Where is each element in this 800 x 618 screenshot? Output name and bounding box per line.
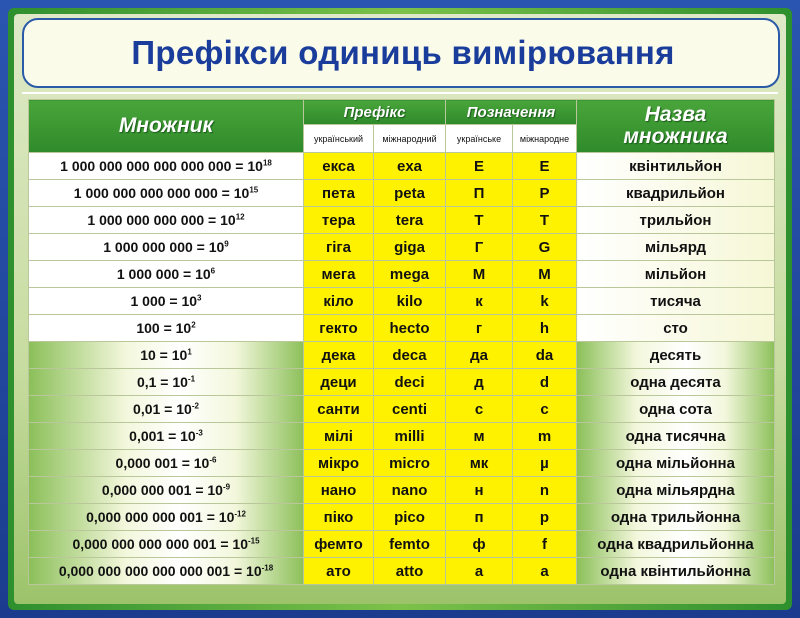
multiplier-value: 1 000 000 000 000 000 = 10 [73,185,250,201]
prefix-intl-cell: kilo [374,288,446,315]
symbol-intl-cell: p [513,504,577,531]
name-cell: одна трильйонна [577,504,775,531]
prefix-intl-cell: pico [374,504,446,531]
header-symbol-intl: міжнародне [513,125,577,153]
name-cell: тисяча [577,288,775,315]
table-row [29,423,775,450]
name-cell: мільйон [577,261,775,288]
prefix-intl-cell: peta [374,180,446,207]
symbol-ua-cell: н [446,477,513,504]
prefix-ua-cell: гекто [304,315,374,342]
symbol-intl-cell: a [513,558,577,585]
multiplier-exponent: 3 [197,293,202,303]
multiplier-value: 0,001 = 10 [129,428,196,444]
prefix-ua-cell: гіга [304,234,374,261]
multiplier-cell [29,369,304,396]
divider [22,92,778,94]
name-cell: одна квінтильйонна [577,558,775,585]
multiplier-exponent: 12 [235,212,245,222]
prefix-ua-cell: мега [304,261,374,288]
table-row [29,558,775,585]
multiplier-value: 0,1 = 10 [136,374,188,390]
prefix-ua-cell: деци [304,369,374,396]
table-row [29,315,775,342]
multiplier-cell [29,396,304,423]
multiplier-exponent: 9 [224,239,229,249]
multiplier-cell [29,477,304,504]
symbol-intl-cell: m [513,423,577,450]
prefix-intl-cell: deca [374,342,446,369]
name-cell: сто [577,315,775,342]
multiplier-cell [29,234,304,261]
prefix-ua-cell: пета [304,180,374,207]
symbol-ua-cell: Е [446,153,513,180]
multiplier-exponent: -12 [234,509,246,519]
table-row [29,288,775,315]
multiplier-cell [29,504,304,531]
multiplier-cell [29,558,304,585]
multiplier-value: 1 000 000 000 000 000 000 = 10 [60,158,263,174]
symbol-ua-cell: п [446,504,513,531]
prefix-ua-cell: мілі [304,423,374,450]
symbol-intl-cell: d [513,369,577,396]
prefix-ua-cell: тера [304,207,374,234]
symbol-intl-cell: G [513,234,577,261]
table-row [29,450,775,477]
multiplier-cell [29,180,304,207]
prefix-intl-cell: micro [374,450,446,477]
multiplier-exponent: -6 [209,455,217,465]
header-prefix-ua: український [304,125,374,153]
symbol-intl-cell: T [513,207,577,234]
symbol-ua-cell: м [446,423,513,450]
name-cell: одна мільйонна [577,450,775,477]
multiplier-value: 0,000 000 000 000 000 001 = 10 [58,563,262,579]
prefix-intl-cell: exa [374,153,446,180]
multiplier-value: 1 000 000 = 10 [116,266,211,282]
name-cell: десять [577,342,775,369]
name-cell: одна мільярдна [577,477,775,504]
symbol-intl-cell: P [513,180,577,207]
symbol-ua-cell: Т [446,207,513,234]
symbol-ua-cell: мк [446,450,513,477]
name-cell: мільярд [577,234,775,261]
prefix-ua-cell: мікро [304,450,374,477]
table-row [29,396,775,423]
table-row [29,477,775,504]
symbol-intl-cell: c [513,396,577,423]
header-symbol-ua: українське [446,125,513,153]
symbol-ua-cell: М [446,261,513,288]
symbol-ua-cell: д [446,369,513,396]
multiplier-exponent: 2 [191,320,196,330]
prefix-intl-cell: tera [374,207,446,234]
multiplier-exponent: -2 [191,401,199,411]
multiplier-exponent: 1 [187,347,192,357]
multiplier-value: 100 = 10 [136,320,192,336]
multiplier-cell [29,423,304,450]
multiplier-cell [29,531,304,558]
symbol-ua-cell: г [446,315,513,342]
multiplier-value: 1 000 000 000 000 = 10 [87,212,236,228]
table-row [29,234,775,261]
name-cell: одна десята [577,369,775,396]
prefix-intl-cell: nano [374,477,446,504]
multiplier-cell [29,342,304,369]
table-row [29,369,775,396]
symbol-ua-cell: да [446,342,513,369]
multiplier-value: 0,000 001 = 10 [115,455,210,471]
title-banner [22,18,780,88]
prefix-ua-cell: піко [304,504,374,531]
prefix-ua-cell: нано [304,477,374,504]
header-name-line2: множника [623,125,728,148]
name-cell: квадрильйон [577,180,775,207]
header-symbol: Позначення [446,100,577,125]
symbol-ua-cell: ф [446,531,513,558]
prefix-ua-cell: санти [304,396,374,423]
symbol-intl-cell: E [513,153,577,180]
multiplier-cell [29,288,304,315]
header-prefix-intl: міжнародний [374,125,446,153]
prefix-intl-cell: mega [374,261,446,288]
symbol-intl-cell: h [513,315,577,342]
multiplier-cell [29,450,304,477]
page-title: Префікси одиниць вимірювання [131,34,675,71]
header-multiplier: Множник [29,100,304,153]
multiplier-exponent: 6 [210,266,216,276]
table-row [29,531,775,558]
multiplier-exponent: -15 [248,536,260,546]
prefix-ua-cell: ато [304,558,374,585]
table-row [29,207,775,234]
name-cell: одна квадрильйонна [577,531,775,558]
prefix-intl-cell: atto [374,558,446,585]
prefix-ua-cell: фемто [304,531,374,558]
prefix-table [28,99,775,585]
prefix-ua-cell: екса [304,153,374,180]
prefix-intl-cell: giga [374,234,446,261]
multiplier-value: 1 000 = 10 [130,293,198,309]
prefix-intl-cell: deci [374,369,446,396]
multiplier-value: 0,000 000 001 = 10 [101,482,223,498]
name-cell: квінтильйон [577,153,775,180]
name-cell: одна тисячна [577,423,775,450]
prefix-intl-cell: hecto [374,315,446,342]
header-name [577,100,775,153]
multiplier-exponent: -1 [187,374,196,384]
multiplier-cell [29,153,304,180]
table-row [29,261,775,288]
symbol-intl-cell: µ [513,450,577,477]
header-name-line1: Назва [644,103,707,126]
multiplier-exponent: 18 [262,158,272,168]
table-row [29,153,775,180]
table-row [29,180,775,207]
multiplier-value: 0,000 000 000 000 001 = 10 [72,536,248,552]
symbol-intl-cell: M [513,261,577,288]
prefix-intl-cell: centi [374,396,446,423]
symbol-intl-cell: f [513,531,577,558]
symbol-intl-cell: n [513,477,577,504]
prefix-intl-cell: femto [374,531,446,558]
multiplier-cell [29,315,304,342]
header-prefix: Префікс [304,100,446,125]
symbol-intl-cell: da [513,342,577,369]
multiplier-value: 1 000 000 000 = 10 [103,239,225,255]
table-row [29,342,775,369]
symbol-ua-cell: к [446,288,513,315]
symbol-ua-cell: а [446,558,513,585]
multiplier-cell [29,261,304,288]
symbol-ua-cell: с [446,396,513,423]
multiplier-value: 0,000 000 000 001 = 10 [86,509,235,525]
table-row [29,504,775,531]
multiplier-value: 0,01 = 10 [133,401,192,417]
name-cell: одна сота [577,396,775,423]
prefix-ua-cell: дека [304,342,374,369]
name-cell: трильйон [577,207,775,234]
multiplier-exponent: -18 [261,563,274,573]
multiplier-cell [29,207,304,234]
symbol-ua-cell: П [446,180,513,207]
prefix-intl-cell: milli [374,423,446,450]
symbol-intl-cell: k [513,288,577,315]
multiplier-exponent: -3 [195,428,203,438]
multiplier-value: 10 = 10 [140,347,188,363]
multiplier-exponent: -9 [222,482,231,492]
multiplier-exponent: 15 [249,185,259,195]
prefix-ua-cell: кіло [304,288,374,315]
symbol-ua-cell: Г [446,234,513,261]
